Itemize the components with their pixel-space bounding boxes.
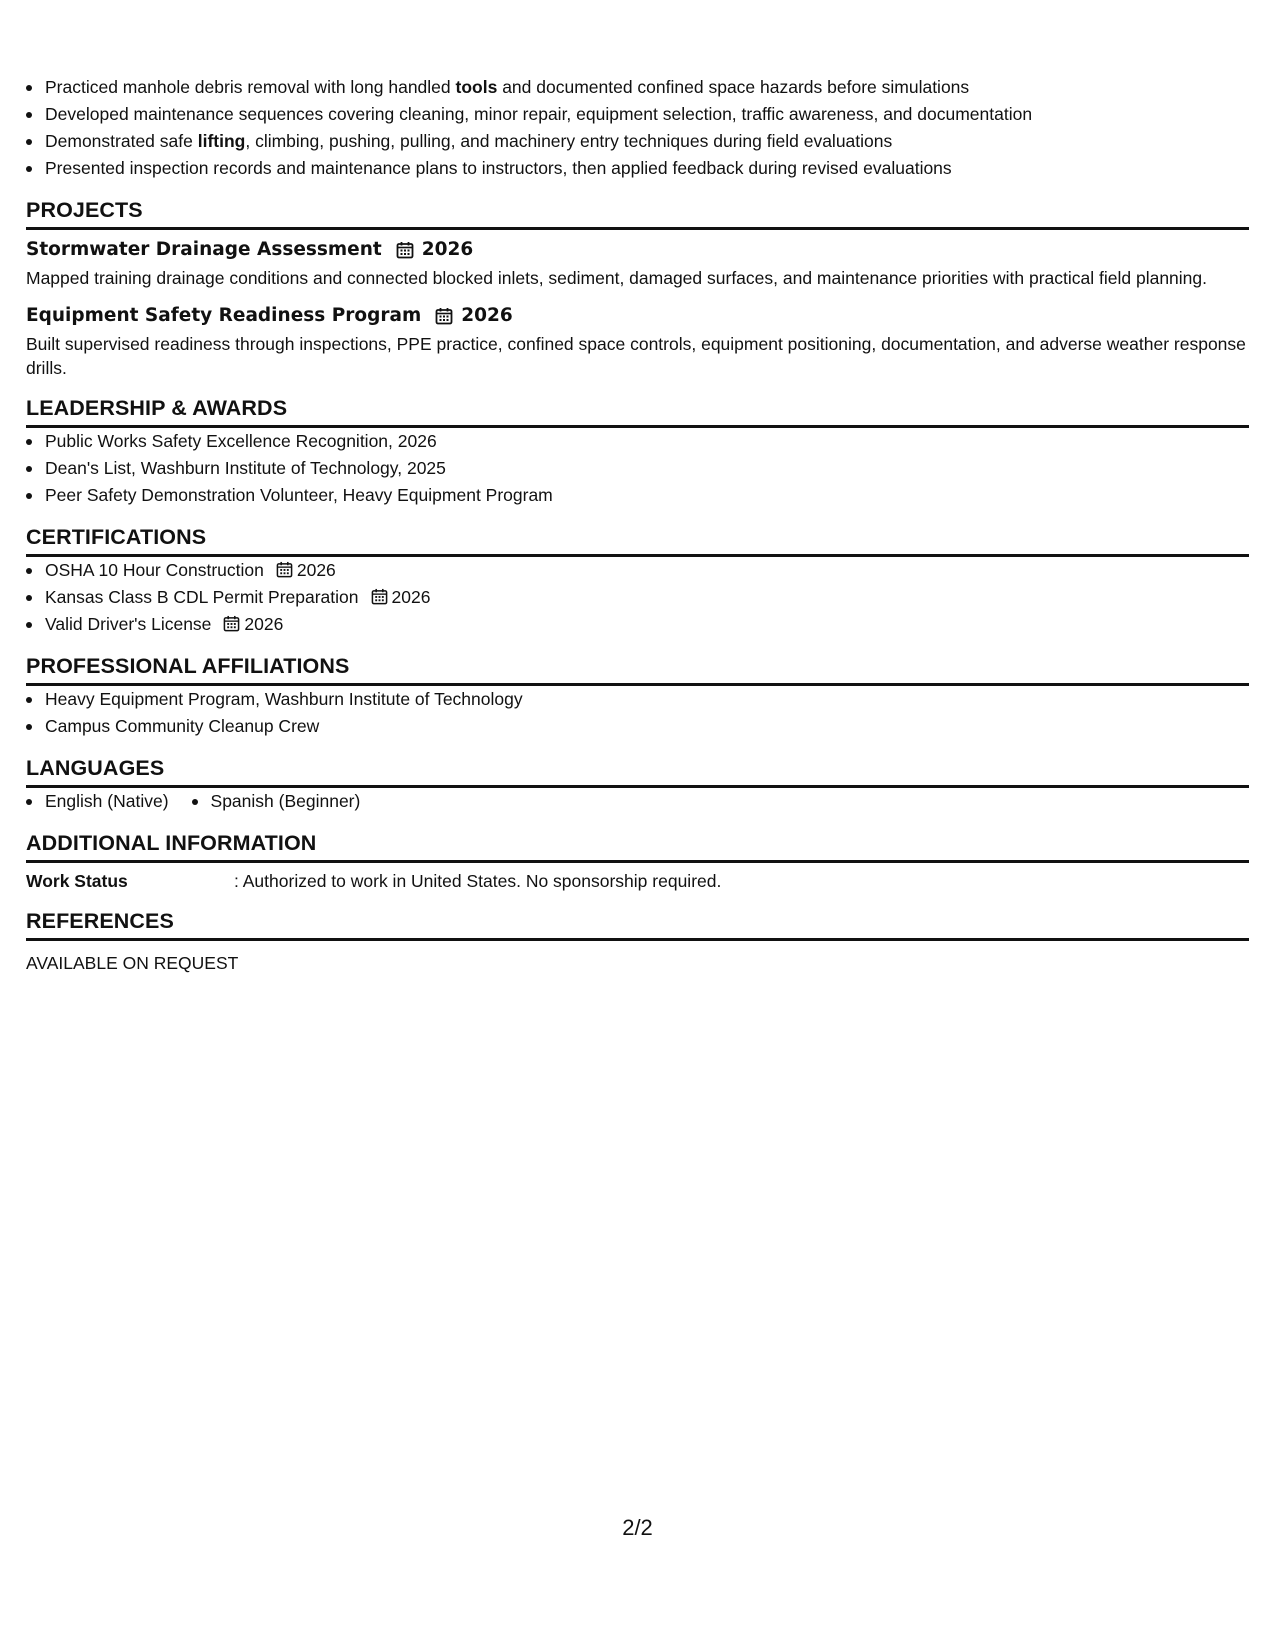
project-heading xyxy=(26,236,1249,264)
list-item: Public Works Safety Excellence Recognition, 2026 xyxy=(26,428,1249,455)
project-year: 2026 xyxy=(421,239,474,260)
list-item: Campus Community Cleanup Crew xyxy=(26,713,1249,740)
project-name: Equipment Safety Readiness Program xyxy=(26,305,422,326)
list-item: Spanish (Beginner) xyxy=(192,788,361,815)
work-status-value: : Authorized to work in United States. No sponsorship required. xyxy=(234,871,722,891)
project-name: Stormwater Drainage Assessment xyxy=(26,239,382,260)
page-number: 2/2 xyxy=(622,1515,653,1540)
calendar-icon xyxy=(276,561,293,578)
section-title-leadership: LEADERSHIP & AWARDS xyxy=(26,395,1249,428)
cert-year: 2026 xyxy=(391,587,431,607)
section-title-projects: PROJECTS xyxy=(26,197,1249,230)
section-title-additional: ADDITIONAL INFORMATION xyxy=(26,830,1249,863)
experience-bullets xyxy=(26,74,1249,182)
list-item: Dean's List, Washburn Institute of Technology, 2025 xyxy=(26,455,1249,482)
list-item xyxy=(26,557,1249,584)
project-year: 2026 xyxy=(461,305,513,326)
section-title-affiliations: PROFESSIONAL AFFILIATIONS xyxy=(26,653,1249,686)
cert-name: OSHA 10 Hour Construction xyxy=(45,560,264,580)
calendar-icon xyxy=(371,588,388,605)
leadership-list xyxy=(26,428,1249,509)
languages-list xyxy=(26,788,1249,815)
calendar-icon xyxy=(396,241,414,259)
list-item xyxy=(26,611,1249,638)
certifications-list xyxy=(26,557,1249,638)
cert-name: Valid Driver's License xyxy=(45,614,212,634)
list-item xyxy=(26,584,1249,611)
list-item: Developed maintenance sequences covering cleaning, minor repair, equipment selection, traffic awareness, and documentation xyxy=(26,101,1249,128)
list-item: Practiced manhole debris removal with long handled tools and documented confined space hazards before simulations xyxy=(26,74,1249,101)
cert-year: 2026 xyxy=(296,560,336,580)
project-description: Built supervised readiness through inspections, PPE practice, confined space controls, equipment positioning, documentation, and adverse weather response drills. xyxy=(26,334,1246,378)
project-heading xyxy=(26,302,1249,330)
section-title-languages: LANGUAGES xyxy=(26,755,1249,788)
section-title-references: REFERENCES xyxy=(26,908,1249,941)
work-status-label: Work Status xyxy=(26,871,128,891)
list-item: Heavy Equipment Program, Washburn Institute of Technology xyxy=(26,686,1249,713)
cert-year: 2026 xyxy=(244,614,284,634)
projects-section xyxy=(26,236,1249,380)
references-text: AVAILABLE ON REQUEST xyxy=(26,953,239,973)
calendar-icon xyxy=(223,615,240,632)
resume-page xyxy=(26,74,1249,975)
section-title-certifications: CERTIFICATIONS xyxy=(26,524,1249,557)
list-item: English (Native) xyxy=(26,788,169,815)
list-item: Presented inspection records and maintenance plans to instructors, then applied feedback during revised evaluations xyxy=(26,155,1249,182)
list-item: Peer Safety Demonstration Volunteer, Heavy Equipment Program xyxy=(26,482,1249,509)
project-description: Mapped training drainage conditions and connected blocked inlets, sediment, damaged surfaces, and maintenance priorities with practical field planning. xyxy=(26,268,1207,288)
calendar-icon xyxy=(435,307,453,325)
affiliations-list xyxy=(26,686,1249,740)
list-item: Demonstrated safe lifting, climbing, pushing, pulling, and machinery entry techniques during field evaluations xyxy=(26,128,1249,155)
cert-name: Kansas Class B CDL Permit Preparation xyxy=(45,587,359,607)
work-status-row xyxy=(26,869,1249,893)
